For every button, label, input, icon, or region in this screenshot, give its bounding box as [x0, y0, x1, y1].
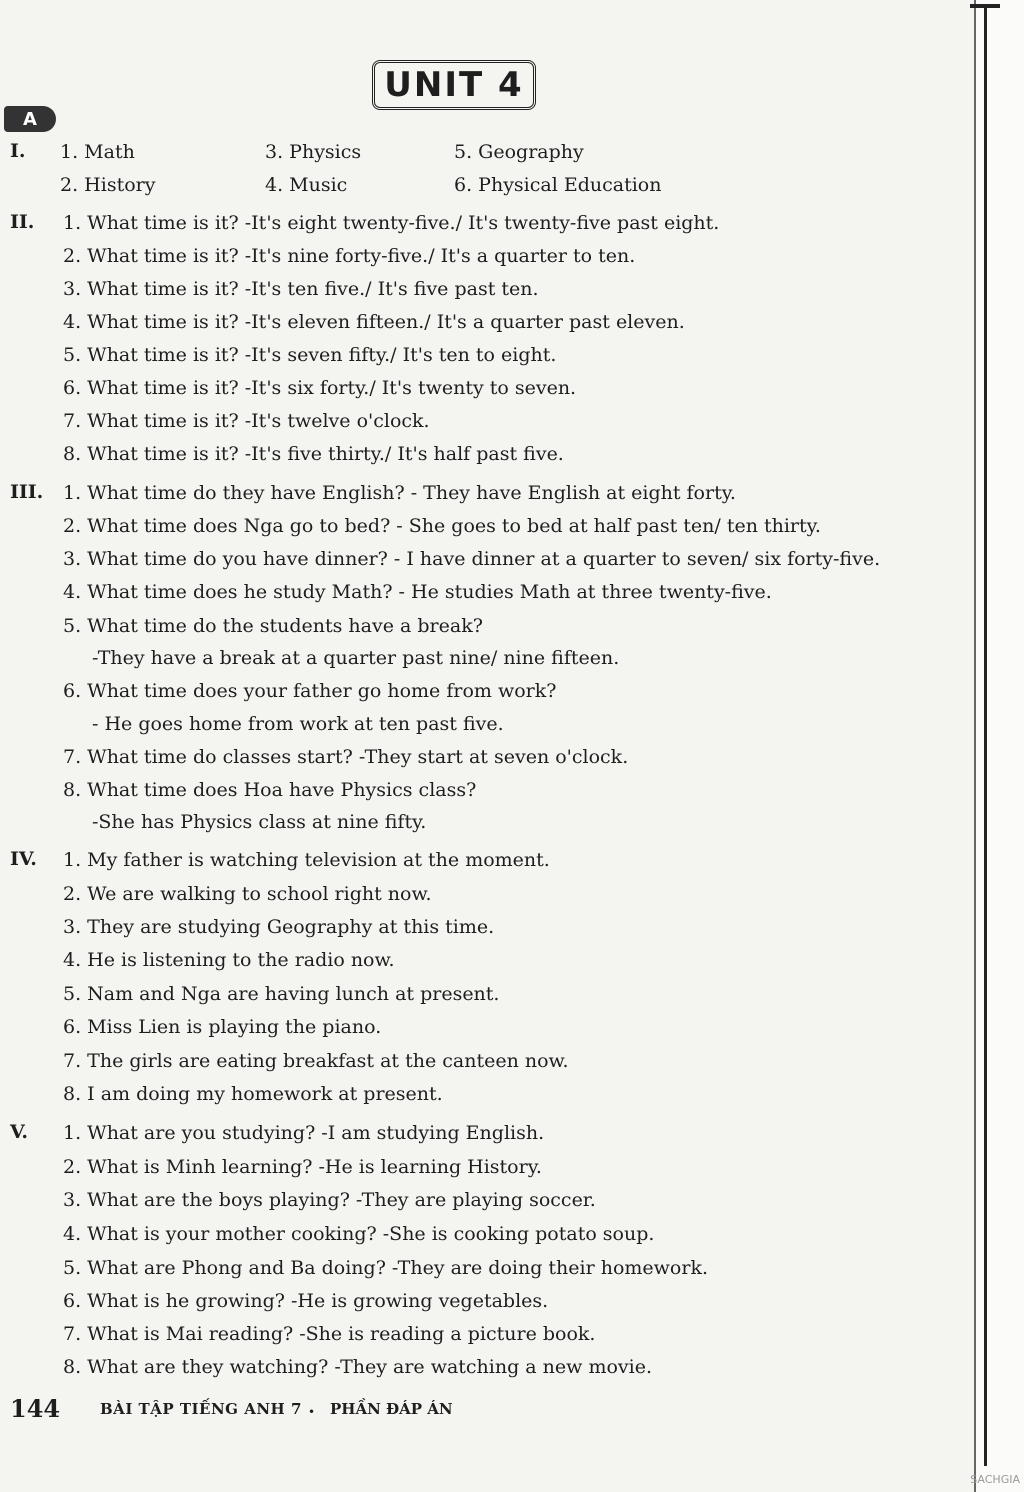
- section-label-I: I.: [10, 140, 26, 162]
- answer-line: 1. My father is watching television at the moment.: [63, 849, 550, 871]
- section-label-IV: IV.: [10, 848, 37, 870]
- section-label-II: II.: [10, 211, 35, 233]
- answer-line: 7. What is Mai reading? -She is reading a picture book.: [63, 1323, 596, 1345]
- page-number: 144: [10, 1394, 61, 1423]
- answer-line: 7. The girls are eating breakfast at the canteen now.: [63, 1050, 569, 1072]
- answer-line: 4. He is listening to the radio now.: [63, 949, 395, 971]
- part-badge: A: [4, 106, 56, 132]
- binding-line: [984, 6, 987, 1466]
- subject-cell: 4. Music: [265, 174, 348, 196]
- answer-line: 6. What time is it? -It's six forty./ It's twenty to seven.: [63, 377, 577, 399]
- page-binding-edge: [974, 0, 1024, 1492]
- section-title: PHẦN ĐÁP ÁN: [330, 1400, 453, 1418]
- answer-line: 4. What time does he study Math? - He studies Math at three twenty-five.: [63, 581, 772, 603]
- answer-line: 5. What time do the students have a break?: [63, 615, 483, 637]
- answer-line: 2. What time is it? -It's nine forty-five./ It's a quarter to ten.: [63, 245, 636, 267]
- answer-line: 2. What is Minh learning? -He is learning History.: [63, 1156, 542, 1178]
- answer-line: 4. What time is it? -It's eleven fifteen./ It's a quarter past eleven.: [63, 311, 685, 333]
- answer-line: 6. What is he growing? -He is growing vegetables.: [63, 1290, 549, 1312]
- answer-line: 8. What time does Hoa have Physics class?: [63, 779, 477, 801]
- answer-line: 6. Miss Lien is playing the piano.: [63, 1016, 382, 1038]
- answer-line: 5. What time is it? -It's seven fifty./ It's ten to eight.: [63, 344, 557, 366]
- subject-cell: 1. Math: [60, 141, 135, 163]
- subject-cell: 3. Physics: [265, 141, 362, 163]
- answer-line: 7. What time is it? -It's twelve o'clock.: [63, 410, 430, 432]
- answer-line: 6. What time does your father go home from work?: [63, 680, 557, 702]
- answer-line: 8. I am doing my homework at present.: [63, 1083, 443, 1105]
- subject-cell: 2. History: [60, 174, 156, 196]
- answer-line: 1. What time is it? -It's eight twenty-five./ It's twenty-five past eight.: [63, 212, 720, 234]
- answer-line: 8. What time is it? -It's five thirty./ It's half past five.: [63, 443, 564, 465]
- subject-cell: 6. Physical Education: [454, 174, 662, 196]
- answer-line: 3. What are the boys playing? -They are playing soccer.: [63, 1189, 596, 1211]
- answer-line: 4. What is your mother cooking? -She is cooking potato soup.: [63, 1223, 655, 1245]
- watermark-logo: SACHGIA: [970, 1473, 1020, 1486]
- answer-line: 5. What are Phong and Ba doing? -They are doing their homework.: [63, 1257, 708, 1279]
- binding-top-bar: [970, 4, 1000, 8]
- answer-line: 8. What are they watching? -They are watching a new movie.: [63, 1356, 653, 1378]
- unit-title: UNIT 4: [372, 60, 536, 110]
- section-label-V: V.: [10, 1121, 29, 1143]
- answer-line: 3. What time is it? -It's ten five./ It's five past ten.: [63, 278, 539, 300]
- answer-line: - He goes home from work at ten past five.: [92, 713, 504, 735]
- answer-line: 2. What time does Nga go to bed? - She goes to bed at half past ten/ ten thirty.: [63, 515, 821, 537]
- answer-line: 3. They are studying Geography at this time.: [63, 916, 495, 938]
- answer-line: 1. What are you studying? -I am studying English.: [63, 1122, 545, 1144]
- footer-separator: •: [308, 1405, 316, 1419]
- book-title: BÀI TẬP TIẾNG ANH 7: [100, 1400, 302, 1418]
- answer-line: -She has Physics class at nine fifty.: [92, 811, 427, 833]
- subject-cell: 5. Geography: [454, 141, 584, 163]
- answer-line: 3. What time do you have dinner? - I have dinner at a quarter to seven/ six forty-five.: [63, 548, 881, 570]
- answer-line: 5. Nam and Nga are having lunch at present.: [63, 983, 500, 1005]
- answer-line: 2. We are walking to school right now.: [63, 883, 432, 905]
- section-label-III: III.: [10, 481, 44, 503]
- answer-line: -They have a break at a quarter past nine/ nine fifteen.: [92, 647, 620, 669]
- answer-line: 7. What time do classes start? -They start at seven o'clock.: [63, 746, 629, 768]
- answer-line: 1. What time do they have English? - They have English at eight forty.: [63, 482, 736, 504]
